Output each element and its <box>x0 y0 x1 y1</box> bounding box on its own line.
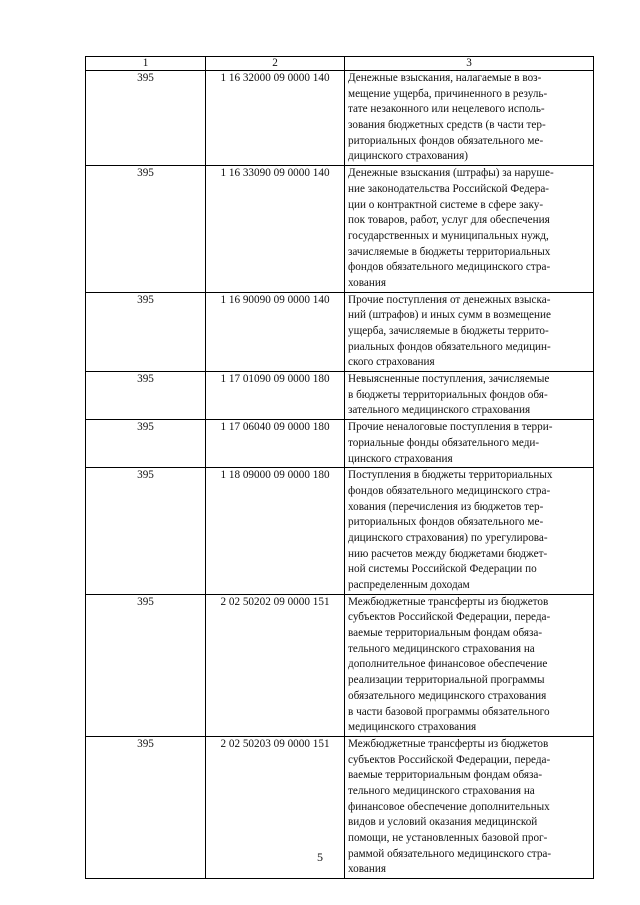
table-body <box>86 71 594 879</box>
description-line: ского страхования <box>348 356 435 369</box>
description-line: ции о контрактной системе в сфере заку- <box>348 198 544 211</box>
description-line: хования (перечисления из бюджетов тер- <box>348 500 544 513</box>
budget-classification-code-cell: 1 16 90090 09 0000 140 <box>206 292 345 371</box>
description-line: финансовое обеспечение дополнительных <box>348 800 550 813</box>
description-line: дицинского страхования) <box>348 150 469 163</box>
description-line: раммой обязательного медицинского стра- <box>348 847 552 860</box>
column-header: 3 <box>345 57 594 71</box>
description-line: дополнительное финансовое обеспечение <box>348 658 548 671</box>
description-line: риальных фондов обязательного медицин- <box>348 340 551 353</box>
page-number: 5 <box>317 850 323 864</box>
admin-code-cell: 395 <box>86 166 206 293</box>
description-line: ние законодательства Российской Федера- <box>348 182 550 195</box>
description-line: Прочие неналоговые поступления в терри- <box>348 421 553 434</box>
description-line: Межбюджетные трансферты из бюджетов <box>348 595 549 608</box>
description-line: обязательного медицинского страхования <box>348 689 547 702</box>
table-row <box>86 594 594 736</box>
budget-classification-code-cell: 2 02 50202 09 0000 151 <box>206 594 345 736</box>
description-line: дицинского страхования) по урегулирова- <box>348 531 548 544</box>
description-line: Прочие поступления от денежных взыска- <box>348 293 551 306</box>
table-row <box>86 166 594 293</box>
description-line: пок товаров, работ, услуг для обеспечения <box>348 214 550 227</box>
description-line: хования <box>348 276 386 289</box>
description-line: зательного медицинского страхования <box>348 404 531 417</box>
budget-classification-code-cell: 1 17 01090 09 0000 180 <box>206 372 345 420</box>
revenue-description-cell <box>345 468 594 595</box>
description-line: помощи, не установленных базовой прог- <box>348 832 548 844</box>
admin-code-cell: 395 <box>86 736 206 878</box>
budget-classification-code-cell: 1 16 32000 09 0000 140 <box>206 71 345 166</box>
description-line: хования <box>348 863 386 876</box>
admin-code-cell: 395 <box>86 372 206 420</box>
budget-classification-code-cell: 1 16 33090 09 0000 140 <box>206 166 345 293</box>
description-line: зования бюджетных средств (в части тер- <box>348 119 546 132</box>
description-line: зачисляемые в бюджеты территориальных <box>348 245 551 258</box>
table-row <box>86 71 594 166</box>
revenue-description-cell <box>345 594 594 736</box>
description-line: в бюджеты территориальных фондов обя- <box>348 388 548 401</box>
description-line: цинского страхования <box>348 452 453 465</box>
description-line: распределенным доходам <box>348 579 470 591</box>
description-line: риториальных фондов обязательного ме- <box>348 516 544 529</box>
description-line: тельного медицинского страхования на <box>348 642 535 655</box>
description-line: тельного медицинского страхования на <box>348 784 535 797</box>
description-line: нию расчетов между бюджетами бюджет- <box>348 547 548 560</box>
table-row <box>86 468 594 595</box>
description-line: риториальных фондов обязательного ме- <box>348 134 544 147</box>
description-line: фондов обязательного медицинского стра- <box>348 484 551 497</box>
description-line: медицинского страхования <box>348 721 477 734</box>
admin-code-cell: 395 <box>86 292 206 371</box>
revenue-description-cell <box>345 372 594 420</box>
description-line: реализации территориальной программы <box>348 674 545 687</box>
budget-classification-code-cell: 1 17 06040 09 0000 180 <box>206 420 345 468</box>
description-line: Межбюджетные трансферты из бюджетов <box>348 737 549 750</box>
budget-classification-code-cell: 1 18 09000 09 0000 180 <box>206 468 345 595</box>
admin-code-cell: 395 <box>86 594 206 736</box>
description-line: Денежные взыскания, налагаемые в воз- <box>348 72 542 84</box>
header-row <box>86 57 594 71</box>
revenue-description-cell <box>345 420 594 468</box>
description-line: фондов обязательного медицинского стра- <box>348 261 551 274</box>
description-line: мещение ущерба, причиненного в резуль- <box>348 87 548 100</box>
description-line: в части базовой программы обязательного <box>348 705 550 718</box>
table-row <box>86 420 594 468</box>
budget-classification-code-cell: 2 02 50203 09 0000 151 <box>206 736 345 878</box>
admin-code-cell: 395 <box>86 420 206 468</box>
description-line: видов и условий оказания медицинской <box>348 816 538 829</box>
table-row <box>86 372 594 420</box>
description-line: ваемые территориальным фондам обяза- <box>348 769 543 782</box>
table-row <box>86 292 594 371</box>
description-line: Денежные взыскания (штрафы) за наруше- <box>348 167 554 180</box>
admin-code-cell: 395 <box>86 71 206 166</box>
description-line: государственных и муниципальных нужд, <box>348 229 549 242</box>
description-line: ваемые территориальным фондам обяза- <box>348 627 543 640</box>
column-header: 2 <box>206 57 345 71</box>
description-line: ний (штрафов) и иных сумм в возмещение <box>348 309 551 322</box>
description-line: тате незаконного или нецелевого исполь- <box>348 103 545 116</box>
budget-codes-table <box>85 56 594 879</box>
column-header: 1 <box>86 57 206 71</box>
description-line: ной системы Российской Федерации по <box>348 563 537 576</box>
description-line: Невыясненные поступления, зачисляемые <box>348 373 550 386</box>
description-line: субъектов Российской Федерации, переда- <box>348 611 551 624</box>
admin-code-cell: 395 <box>86 468 206 595</box>
description-line: ториальные фонды обязательного меди- <box>348 436 540 449</box>
description-line: Поступления в бюджеты территориальных <box>348 469 553 482</box>
revenue-description-cell <box>345 166 594 293</box>
description-line: ущерба, зачисляемые в бюджеты террито- <box>348 325 549 337</box>
description-line: субъектов Российской Федерации, переда- <box>348 753 551 766</box>
revenue-description-cell <box>345 292 594 371</box>
revenue-description-cell <box>345 71 594 166</box>
